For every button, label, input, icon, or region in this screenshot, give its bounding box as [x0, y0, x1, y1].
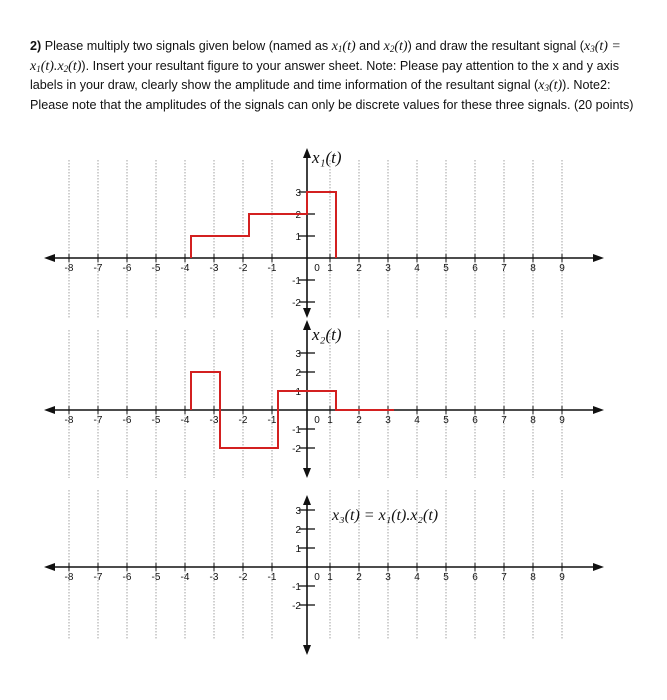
time-axis-left-arrow — [44, 406, 55, 414]
x-tick-label: 6 — [472, 263, 478, 274]
amplitude-axis-bottom-arrow — [303, 308, 311, 318]
x-tick-label: 8 — [530, 415, 536, 426]
y-tick-label: -2 — [292, 601, 301, 612]
x-tick-label: -6 — [122, 263, 132, 274]
x-tick-label: 3 — [385, 415, 391, 426]
y-tick-label: 2 — [295, 210, 301, 221]
x-tick-label: -5 — [151, 572, 161, 583]
x-tick-label: -8 — [64, 263, 74, 274]
amplitude-axis-bottom-arrow — [303, 468, 311, 478]
x-tick-label: 1 — [327, 572, 333, 583]
math-x3-definition: $x_3(t) = x_1(t).x_2(t)$ — [30, 39, 621, 74]
y-tick-label: -2 — [292, 444, 301, 455]
x-tick-label: 5 — [443, 415, 449, 426]
x-tick-label: 0 — [314, 572, 320, 583]
x-tick-label: 1 — [327, 415, 333, 426]
time-axis-left-arrow — [44, 254, 55, 262]
x-tick-label: -6 — [122, 572, 132, 583]
x-tick-label: 4 — [414, 572, 420, 583]
y-tick-label: 1 — [295, 232, 301, 243]
x-tick-label: -3 — [209, 572, 219, 583]
x-tick-label: -3 — [209, 415, 219, 426]
x-tick-label: -6 — [122, 415, 132, 426]
y-tick-label: 2 — [295, 525, 301, 536]
x-tick-label: -2 — [238, 415, 248, 426]
x-tick-label: -1 — [267, 263, 277, 274]
x-tick-label: 3 — [385, 263, 391, 274]
x-tick-label: 5 — [443, 572, 449, 583]
x-tick-label: 8 — [530, 572, 536, 583]
x-tick-label: 0 — [314, 415, 320, 426]
y-tick-label: 1 — [295, 387, 301, 398]
question-number: 2) — [30, 39, 42, 53]
x-tick-label: -1 — [267, 415, 277, 426]
x-tick-label: 7 — [501, 572, 507, 583]
signal-waveform — [191, 192, 336, 258]
x-tick-label: -8 — [64, 415, 74, 426]
math-x3: $x_3(t)$ — [538, 78, 563, 93]
y-tick-label: -2 — [292, 298, 301, 309]
x-tick-label: -3 — [209, 263, 219, 274]
signal-title: x₂(t) — [312, 325, 342, 344]
x-tick-label: 3 — [385, 572, 391, 583]
signal-title: x₃(t) = x₁(t).x₂(t) — [332, 507, 439, 524]
x-tick-label: 6 — [472, 415, 478, 426]
amplitude-axis-bottom-arrow — [303, 645, 311, 655]
y-tick-label: 2 — [295, 368, 301, 379]
y-tick-label: 1 — [295, 544, 301, 555]
math-x2: $x_2(t)$ — [383, 39, 408, 54]
time-axis-right-arrow — [593, 563, 604, 571]
y-tick-label: 3 — [295, 506, 301, 517]
amplitude-axis-top-arrow — [303, 148, 311, 158]
x-tick-label: 9 — [559, 263, 565, 274]
time-axis-right-arrow — [593, 254, 604, 262]
y-tick-label: -1 — [292, 276, 301, 287]
x-tick-label: -7 — [93, 263, 103, 274]
x-tick-label: -2 — [238, 263, 248, 274]
x-tick-label: -7 — [93, 572, 103, 583]
time-axis-right-arrow — [593, 406, 604, 414]
x-tick-label: 2 — [356, 263, 362, 274]
x-tick-label: 4 — [414, 263, 420, 274]
x-tick-label: 4 — [414, 415, 420, 426]
y-tick-label: 3 — [295, 188, 301, 199]
x-tick-label: -4 — [180, 415, 190, 426]
x-tick-label: 9 — [559, 572, 565, 583]
x-tick-label: -1 — [267, 572, 277, 583]
y-tick-label: 3 — [295, 349, 301, 360]
x-tick-label: 7 — [501, 263, 507, 274]
amplitude-axis-top-arrow — [303, 495, 311, 505]
x-tick-label: 7 — [501, 415, 507, 426]
question-text: 2) Please multiply two signals given below (named as $x_1(t)$ and $x_2(t)$) and draw the resultant signal $(x_3(t) = x_1(t).x_2(t))$. Insert your resultant figure to your answer sheet. Note: Please pay attention to the x and y axis labels in your draw, clearly show the amplitude and time information of the resultant signal $(x_3(t))$. Note2: Please note that the amplitudes of the signals can only be discrete values for these three signals. (20 points) — [30, 39, 634, 112]
y-tick-label: -1 — [292, 582, 301, 593]
x-tick-label: 5 — [443, 263, 449, 274]
x-tick-label: 1 — [327, 263, 333, 274]
math-x1: $x_1(t)$ — [331, 39, 356, 54]
x-tick-label: -4 — [180, 572, 190, 583]
x-tick-label: 9 — [559, 415, 565, 426]
x-tick-label: 6 — [472, 572, 478, 583]
x-tick-label: -5 — [151, 263, 161, 274]
x-tick-label: -7 — [93, 415, 103, 426]
time-axis-left-arrow — [44, 563, 55, 571]
x-tick-label: -4 — [180, 263, 190, 274]
x-tick-label: -2 — [238, 572, 248, 583]
x-tick-label: 2 — [356, 572, 362, 583]
x-tick-label: 0 — [314, 263, 320, 274]
x-tick-label: -5 — [151, 415, 161, 426]
y-tick-label: -1 — [292, 425, 301, 436]
signal-title: x₁(t) — [312, 148, 342, 167]
x-tick-label: 2 — [356, 415, 362, 426]
amplitude-axis-top-arrow — [303, 320, 311, 330]
x-tick-label: 8 — [530, 263, 536, 274]
x-tick-label: -8 — [64, 572, 74, 583]
